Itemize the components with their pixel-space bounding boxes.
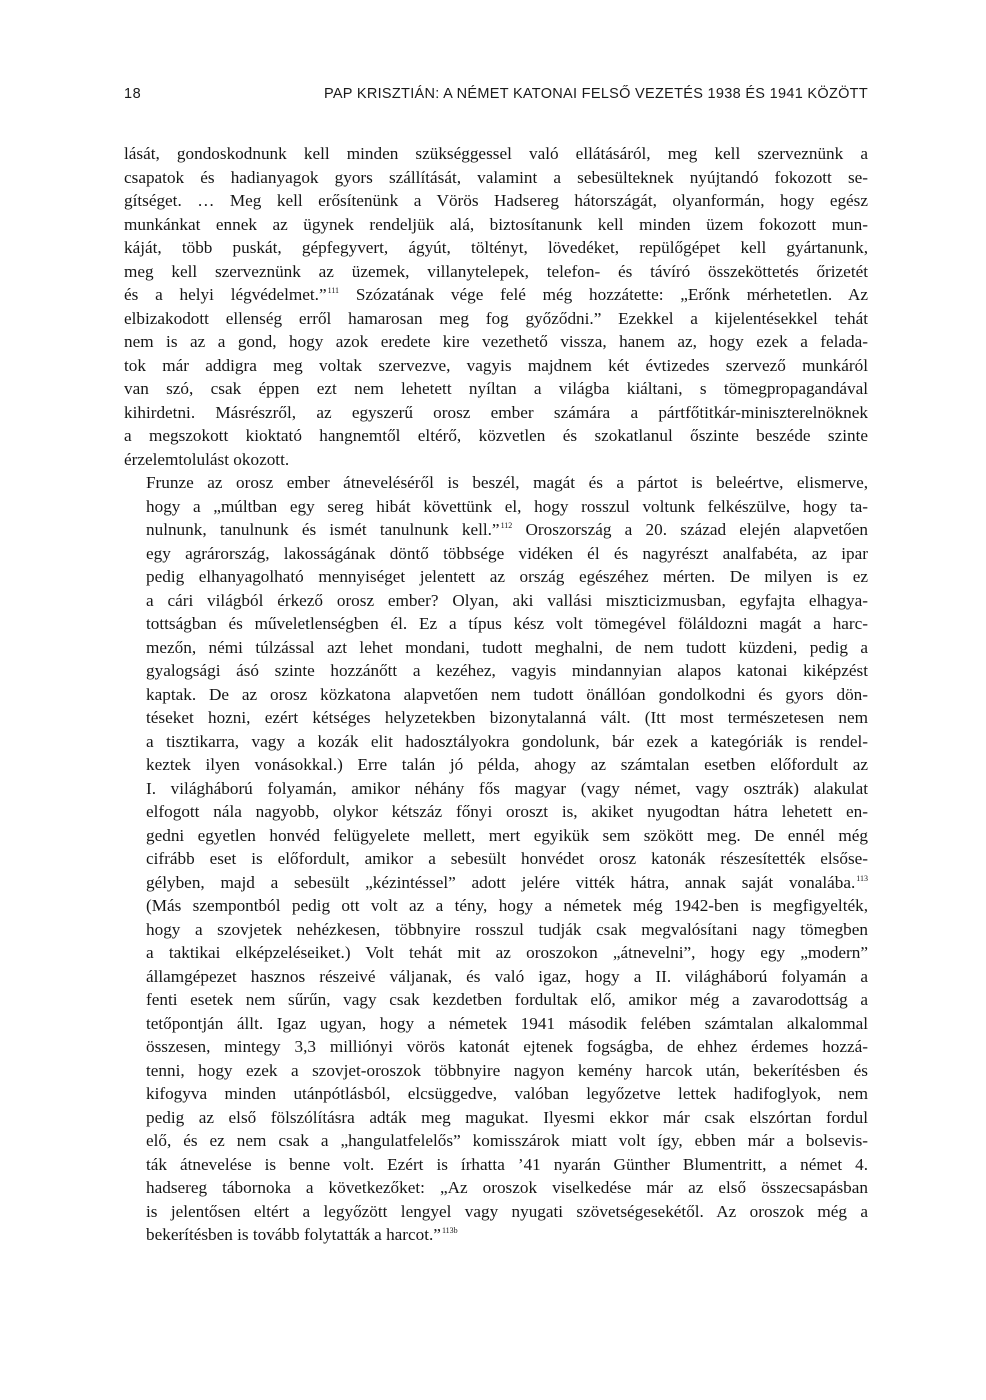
text-line: a cári világból érkező orosz ember? Olyan, aki vallási miszticizmusban, egyfajta elhagya- [146, 590, 868, 610]
text-line: érzelemtolulást okozott. [124, 449, 290, 469]
text-line: (Más szempontból pedig ott volt az a tény, hogy a németek még 1942-ben is megfigyelték, [146, 896, 868, 915]
text-segment: Oroszország a 20. század elején alapvetően [512, 520, 868, 539]
text-line: a tisztikarra, vagy a kozák elit hadosztályokra gondolunk, bár ezek a kategóriák is rendel- [146, 731, 868, 751]
page-header [124, 86, 868, 108]
text-line: kifogyva minden utánpótlásból, elcsüggedve, valóban legyőzetve lettek hadifoglyok, nem [146, 1084, 868, 1103]
text-line: kaptak. De az orosz közkatona alapvetően nem tudott önállóan gondolkodni és gyors dön- [146, 684, 868, 704]
text-line: tenni, hogy ezek a szovjet-oroszok többnyire nagyon kemény harcok után, bekerítésben és [146, 1060, 868, 1080]
text-segment: és a helyi légvédelmet.” [124, 285, 327, 304]
text-segment: gélyben, majd a sebesült „kézintéssel” adott jelére vitték hátra, annak saját vonalába. [146, 872, 856, 892]
text-line: államgépezet hasznos részeivé váljanak, és való igaz, hogy a II. világháború folyamán a [146, 966, 868, 986]
text-line: meg kell szerveznünk az üzemek, villanytelepek, telefon- és távíró összeköttetés őrizetét [124, 261, 868, 281]
text-line: van szó, csak éppen ezt nem lehetett nyíltan a világba kiáltani, s tömegpropagandával [124, 379, 868, 398]
text-line: a taktikai elképzeléseiket.) Volt tehát mit az oroszokon „átnevelni”, hogy egy „modern” [146, 943, 868, 962]
text-line: elő, és ez nem csak a „hangulatfelelős” komisszárok miatt volt így, ebben már a bolsevis- [146, 1131, 868, 1150]
text-line-with-footnote [124, 871, 868, 895]
footnote-marker: 113 [856, 873, 868, 883]
text-segment: bekerítésben is tovább folytatták a harcot.” [146, 1225, 441, 1244]
text-line: hogy a „múltban egy sereg hibát követtünk el, hogy rosszul voltunk felkészülve, hogy ta- [146, 496, 868, 516]
text-line: összesen, mintegy 3,3 milliónyi vörös katonát ejtenek fogságba, de ehhez érdemes hozzá- [146, 1037, 868, 1056]
text-line: tok már addigra meg voltak szervezve, vagyis majdnem két évtizedes szervező munkáról [124, 355, 868, 375]
running-title: PAP KRISZTIÁN: A NÉMET KATONAI FELSŐ VEZETÉS 1938 ÉS 1941 KÖZÖTT [323, 86, 868, 102]
text-line: tetőpontján állt. Igaz ugyan, hogy a németek 1941 második felében számtalan alkalommal [146, 1013, 868, 1033]
text-line: lását, gondoskodnunk kell minden szükséggessel való ellátásáról, meg kell szerveznünk a [124, 144, 868, 163]
text-line: hadsereg tábornoka a következőket: „Az oroszok viselkedése már az első összecsapásban [146, 1178, 868, 1197]
text-line: elbizakodott ellenség erről hamarosan meg fog győződni.” Ezekkel a kijelentésekkel tehát [124, 308, 868, 328]
text-line: is jelentősen eltért a legyőzött lengyel vagy nyugati szövetségesekétől. Az oroszok még a [146, 1201, 868, 1221]
text-segment: nulnunk, tanulnunk és ismét tanulnunk kell.” [146, 520, 500, 539]
text-line: fenti esetek nem sűrűn, vagy csak kezdetben fordultak elő, amikor még a zavarodottság a [146, 990, 868, 1009]
text-line: cifrább eset is előfordult, amikor a sebesült honvédet orosz katonák részesítették elsőse- [146, 849, 868, 868]
text-line-with-footnote [124, 1223, 868, 1247]
text-line: gyalogsági ásó szinte hozzánőtt a kezéhez, vagyis mindannyian alapos katonai kiképzést [146, 661, 868, 680]
text-line: egy agrárország, lakosságának döntő többsége vidéken él és nagyrészt analfabéta, az ipar [146, 543, 868, 563]
paragraph-2 [124, 471, 868, 1247]
text-line: gedni egyetlen honvéd felügyelete mellett, mert egyikük sem szökött meg. De ennél még [146, 825, 868, 845]
text-line-with-footnote [124, 518, 868, 542]
text-line: elfogott nála nagyobb, olykor kétszáz főnyi oroszt is, akiket nyugodtan hátra lehetett en- [146, 802, 868, 821]
text-line: nem is az a gond, hogy azok eredete kire vezethető vissza, hanem az, hogy ezek a felada- [124, 332, 868, 351]
paragraph-1 [124, 142, 868, 471]
text-line: a megszokott kioktató hangnemtől eltérő, közvetlen és szokatlanul őszinte beszéde szinte [124, 426, 868, 445]
footnote-marker: 113b [441, 1226, 458, 1235]
text-line: munkánkat ennek az ügynek rendeljük alá, biztosítanunk kell minden üzem fokozott mun- [124, 214, 868, 234]
text-segment: Szózatának vége felé még hozzátette: „Erőnk mérhetetlen. Az [339, 285, 869, 304]
text-line-with-footnote [124, 283, 868, 307]
text-line: kihirdetni. Másrészről, az egyszerű orosz ember számára a pártfőtitkár-miniszterelnöknek [124, 402, 868, 422]
text-line: tottságban és műveletlenségben él. Ez a típus kész volt tömegével föláldozni magát a harc- [146, 614, 868, 633]
footnote-marker: 111 [327, 286, 340, 295]
text-line: Frunze az orosz ember átneveléséről is beszél, magát és a pártot is beleértve, elismerve, [146, 473, 868, 492]
text-line: hogy a szovjetek nehézkesen, többnyire rosszul tudják csak megvalósítani nagy tömegben [146, 919, 868, 939]
text-line: káját, több puskát, gépfegyvert, ágyút, töltényt, lövedéket, repülőgépet kell gyártanunk, [124, 238, 868, 257]
text-line: ták átnevelése is benne volt. Ezért is írhatta ’41 nyarán Günther Blumentritt, a német 4. [146, 1154, 868, 1174]
text-line: keztek ilyen vonásokkal.) Erre talán jó példa, ahogy az számtalan esetben előfordult az [146, 755, 868, 774]
text-line: téseket hozni, ezért kétséges helyzetekben bizonytalanná vált. (Itt most természetesen nem [146, 708, 868, 727]
text-line: mezőn, némi túlzással azt lehet mondani, tudott meghalni, de nem tudott küzdeni, pedig a [146, 637, 868, 657]
text-line: pedig elhanyagolható mennyiséget jelentett az ország egészéhez mérten. De milyen is ez [146, 567, 868, 586]
text-line: csapatok és hadianyagok gyors szállítását, valamint a sebesülteknek nyújtandó fokozott se- [124, 167, 868, 187]
body-text [124, 142, 868, 1247]
text-line: I. világháború folyamán, amikor néhány fős magyar (vagy német, vagy osztrák) alakulat [146, 778, 868, 798]
page-number: 18 [124, 86, 142, 102]
text-line: pedig az első fölszólításra adták meg magukat. Ilyesmi ekkor már csak elszórtan fordul [146, 1107, 868, 1127]
text-line: gítséget. … Meg kell erősítenünk a Vörös Hadsereg hátországát, olyanformán, hogy egész [124, 191, 868, 210]
footnote-marker: 112 [500, 521, 513, 530]
